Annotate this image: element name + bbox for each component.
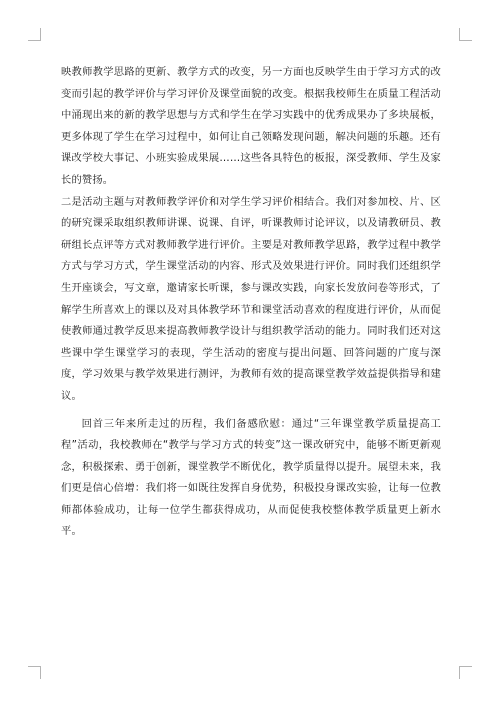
crop-mark-bottom-left <box>28 666 41 679</box>
paragraph-evaluation: 二是活动主题与对教师教学评价和对学生学习评价相结合。我们对参加校、片、区的研究课采取组织教师讲课、说课、自评，听课教师讨论评议，以及请教研员、教研组长点评等方式对教师教学进行评价。主要是对教师教学思路，教学过程中教学方式与学习方式，学生课堂活动的内容、形式及效果进行评价。同时我们还组织学生开座谈会，写文章，邀请家长听课，参与课改实践，向家长发放问卷等形式，了解学生所喜欢上的课以及对具体教学环节和课堂活动喜欢的程度进行评价，从而促使教师通过教学反思来提高教师教学设计与组织教学活动的能力。同时我们还对这些课中学生课堂学习的表现，学生活动的密度与提出问题、回答问题的广度与深度，学习效果与教学效果进行测评，为教师有效的提高课堂教学效益提供指导和建议。 <box>61 195 441 402</box>
crop-mark-bottom-right <box>459 666 472 679</box>
paragraph-conclusion: 回首三年来所走过的历程，我们备感欣慰：通过“三年课堂教学质量提高工程”活动，我校教师在“教学与学习方式的转变”这一课改研究中，能够不断更新观念，积极探索、勇于创新，课堂教学不断优化，教学质量得以提升。展望未来，我们更是信心倍增：我们将一如既往发挥自身优势，积极投身课改实验，让每一位教师都体验成功，让每一位学生都获得成功，从而促使我校整体教学质量更上新水平。 <box>61 417 441 538</box>
crop-mark-top-right <box>459 28 472 41</box>
paragraph-continuation: 映教师教学思路的更新、教学方式的改变，另一方面也反映学生由于学习方式的改变而引起的教学评价与学习评价及课堂面貌的改变。根据我校师生在质量工程活动中涌现出来的新的教学思想与方式和学生在学习实践中的优秀成果办了多块展板，更多体现了学生在学习过程中，如何让自己领略发现问题，解决问题的乐趣。还有课改学校大事记、小班实验成果展……这些各具特色的板报，深受教师、学生及家长的赞扬。 <box>61 66 441 186</box>
crop-mark-top-left <box>28 28 41 41</box>
document-body <box>61 62 441 543</box>
